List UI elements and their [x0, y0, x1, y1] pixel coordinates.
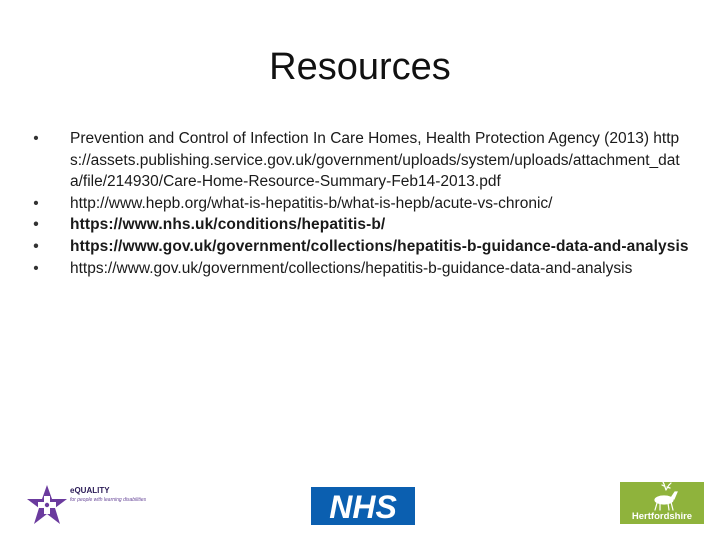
hertfordshire-logo — [620, 482, 704, 524]
bullet-icon: • — [33, 216, 39, 234]
hertfordshire-text: Hertfordshire — [631, 511, 693, 522]
resource-link[interactable]: http://www.hepb.org/what-is-hepatitis-b/what-is-hepb/acute-vs-chronic/ — [70, 194, 553, 212]
resource-link[interactable]: https://www.nhs.uk/conditions/hepatitis-b/ — [70, 216, 386, 234]
resource-link[interactable]: https://www.gov.uk/government/collections/hepatitis-b-guidance-data-and-analysis — [70, 259, 633, 277]
equality-name: eQUALITY — [70, 486, 110, 495]
resource-list — [30, 128, 690, 279]
nhs-logo — [311, 487, 415, 525]
list-item[interactable] — [30, 193, 690, 215]
list-item — [30, 128, 690, 193]
list-item[interactable] — [30, 258, 690, 280]
slide-title: Resources — [269, 46, 451, 88]
hart-icon — [620, 482, 704, 512]
nhs-text: NHS — [329, 489, 397, 525]
list-item[interactable] — [30, 214, 690, 236]
equality-logo — [26, 484, 176, 528]
bullet-icon: • — [33, 194, 39, 212]
resource-link[interactable]: https://www.gov.uk/government/collections/hepatitis-b-guidance-data-and-analysis — [70, 237, 689, 255]
list-item[interactable] — [30, 236, 690, 258]
bullet-icon: • — [33, 130, 39, 147]
star-cross-icon — [26, 484, 68, 526]
nhs-wordmark-icon — [311, 487, 415, 525]
bullet-icon: • — [33, 259, 39, 277]
equality-tagline: for people with learning disabilities — [70, 497, 147, 503]
bullet-icon: • — [33, 237, 39, 255]
resource-text: Prevention and Control of Infection In Care Homes, Health Protection Agency (2013) https://assets.publishing.service.gov.uk/government/uploads/system/uploads/attachment_data/file/214930/Care-Home-Resource-Summary-Feb14-2013.pdf — [70, 130, 680, 191]
